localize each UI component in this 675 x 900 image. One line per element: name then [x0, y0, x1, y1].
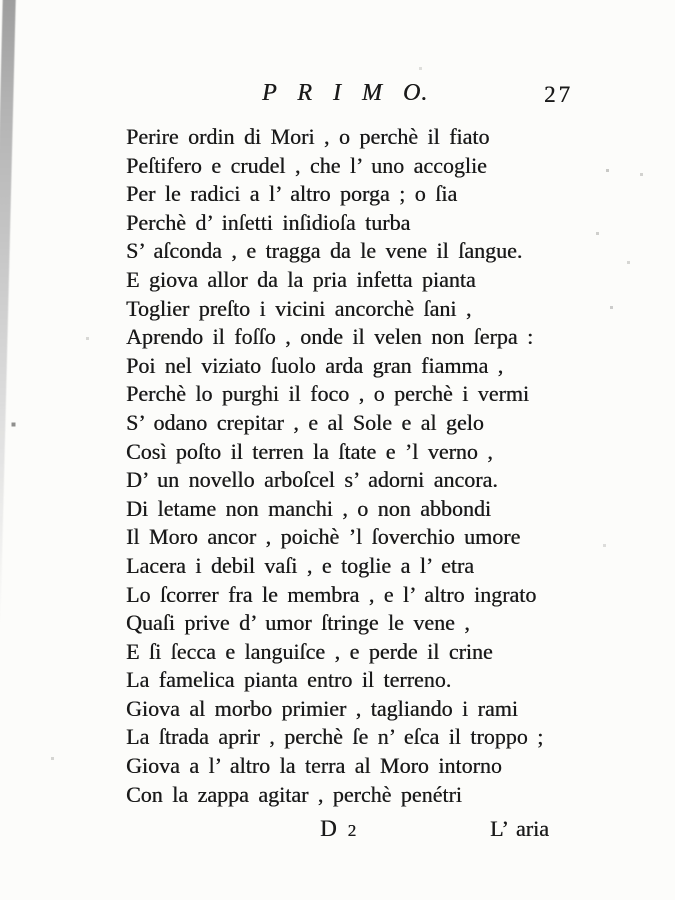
verse-line: Di letame non manchi , o non abbondi [126, 495, 491, 521]
verse-line: Per le radici a l’ altro porga ; o ſia [126, 181, 458, 207]
verse-line: Lacera i debil vaſi , e toglie a l’ etra [126, 552, 474, 578]
verse-line: Quaſi prive d’ umor ſtringe le vene , [126, 610, 470, 636]
verse-line: Così poſto il terren la ſtate e ’l verno , [126, 438, 493, 464]
verse-line: Poi nel viziato ſuolo arda gran fiamma , [126, 352, 504, 378]
verse-line: S’ odano crepitar , e al Sole e al gelo [126, 409, 484, 435]
verse-line: La famelica pianta entro il terreno. [126, 667, 452, 693]
verse-line: Perchè d’ inſetti inſidioſa turba [126, 209, 411, 235]
verse-line: E giova allor da la pria infetta pianta [126, 266, 476, 292]
gutter-shadow [0, 0, 16, 628]
scan-speckles [0, 0, 1, 1]
verse-line: Con la zappa agitar , perchè penétri [126, 781, 462, 807]
verse-line: Toglier preſto i vicini ancorchè ſani , [126, 295, 472, 321]
verse-line: Aprendo il foſſo , onde il velen non ſerpa : [126, 324, 534, 350]
verse-line: E ſi ſecca e languiſce , e perde il crine [126, 638, 493, 664]
signature-letter: D [320, 816, 337, 841]
catchword: L’ aria [490, 816, 549, 841]
verse-line: Giova a l’ altro la terra al Moro intorno [126, 753, 502, 779]
page-number: 27 [544, 82, 573, 107]
running-header: P R I M O. [262, 80, 429, 106]
verse-line: La ſtrada aprir , perchè ſe n’ eſca il troppo ; [126, 724, 544, 750]
verse-line: Il Moro ancor , poichè ’l ſoverchio umore [126, 524, 521, 550]
verse-line: Giova al morbo primier , tagliando i rami [126, 695, 518, 721]
verse-line: Perire ordin di Mori , o perchè il fiato [126, 124, 490, 149]
verse-line: Perchè lo purghi il foco , o perchè i vermi [126, 381, 530, 407]
verse-block [126, 123, 586, 809]
verse-line: Peſtifero e crudel , che l’ uno accoglie [126, 152, 487, 178]
verse-line: S’ aſconda , e tragga da le vene il ſangue. [126, 238, 523, 264]
verse-line: D’ un novello arboſcel s’ adorni ancora. [126, 467, 498, 493]
verse-line: Lo ſcorrer fra le membra , e l’ altro ingrato [126, 581, 537, 607]
signature-number: 2 [347, 821, 357, 840]
page-footer [0, 816, 675, 846]
signature-mark [320, 816, 356, 842]
